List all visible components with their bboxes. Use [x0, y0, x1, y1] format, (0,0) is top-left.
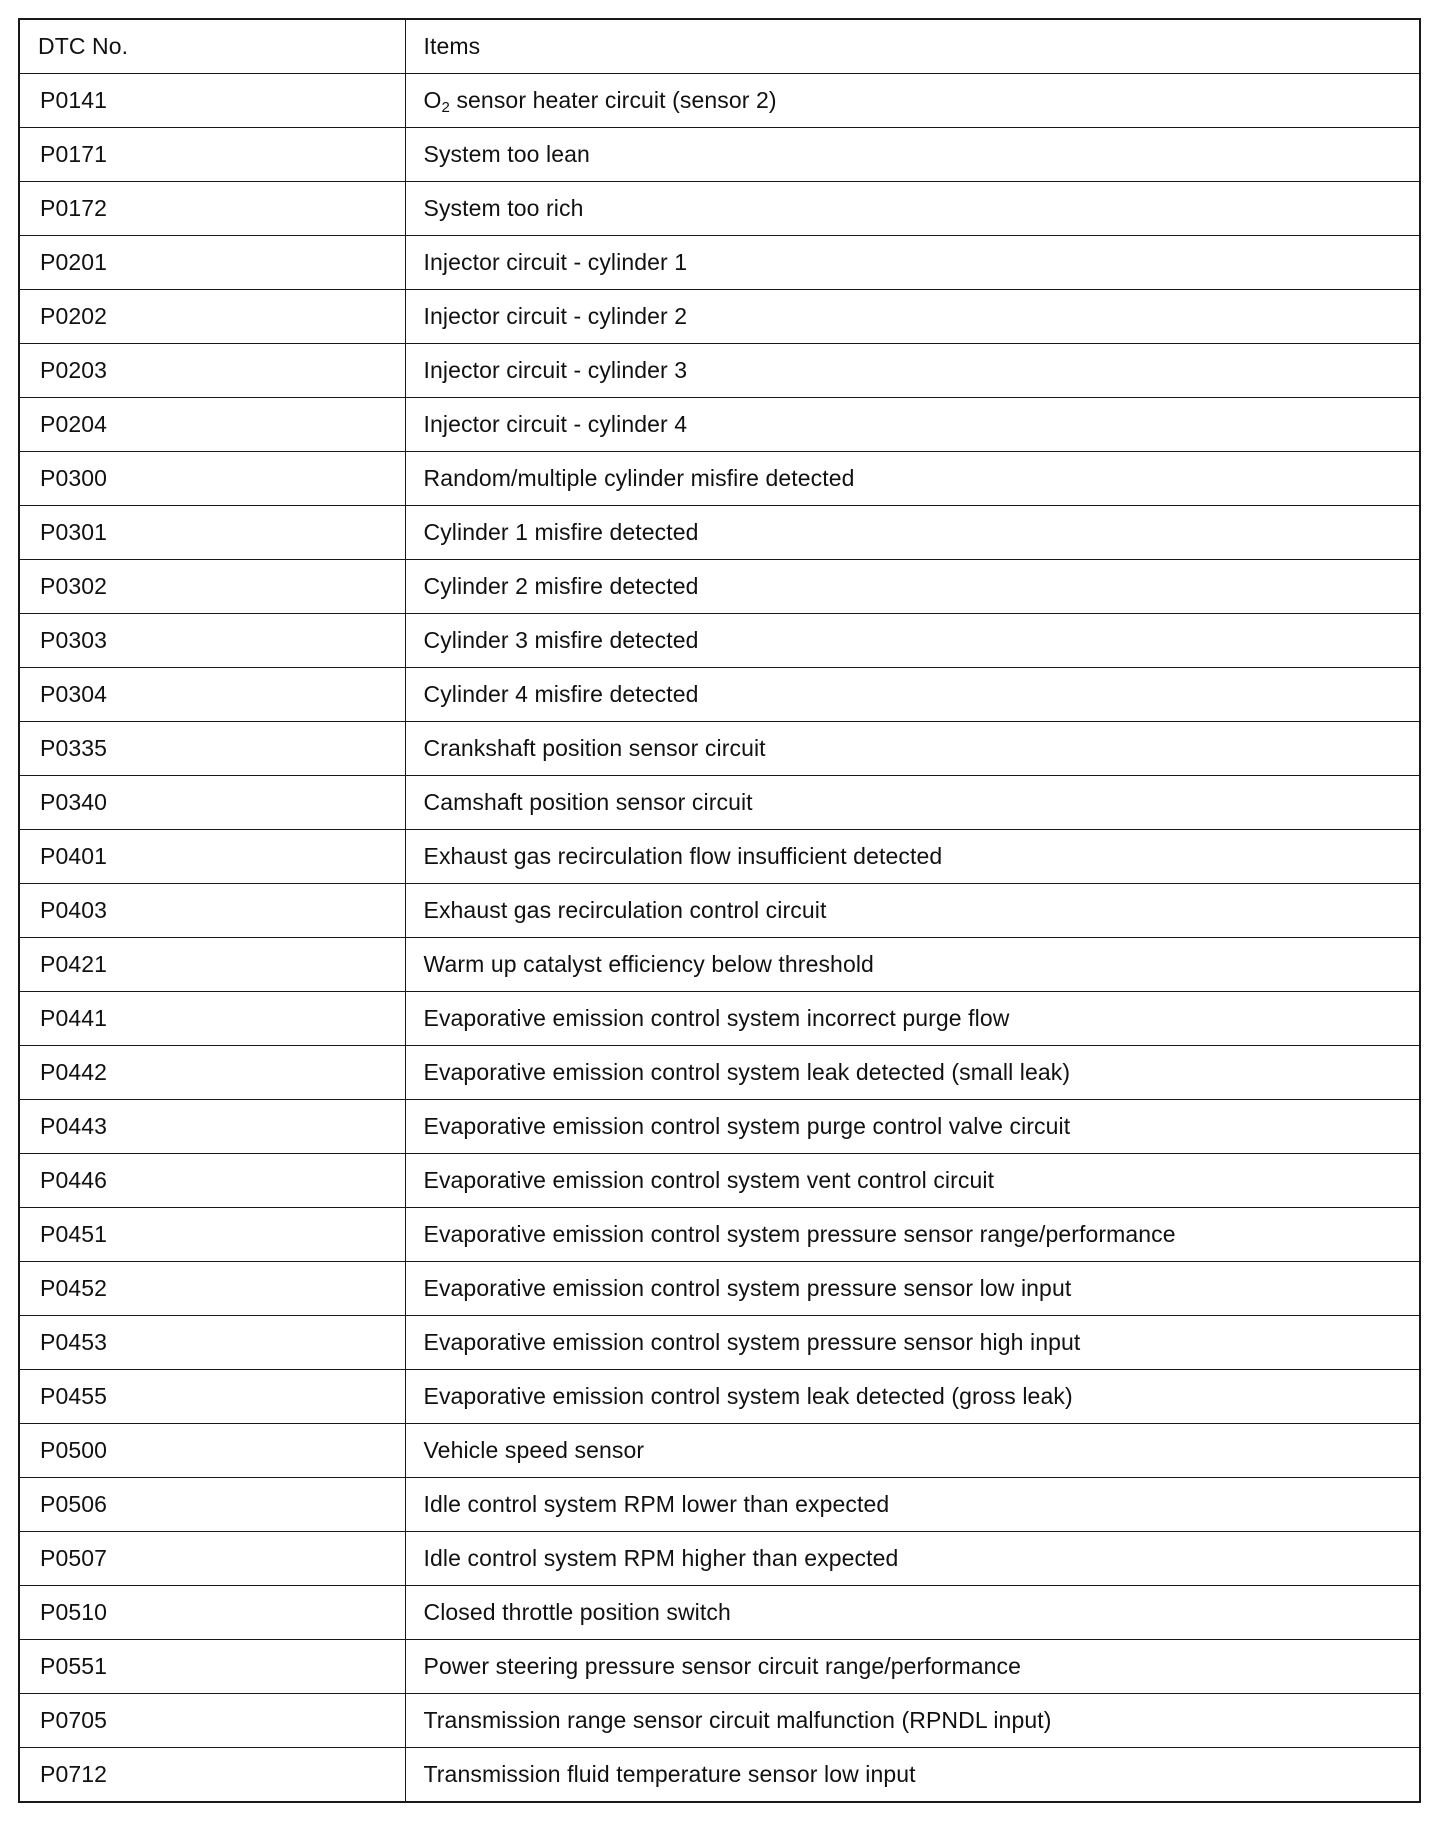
table-row: [19, 830, 1420, 884]
table-row: [19, 1586, 1420, 1640]
table-row: [19, 290, 1420, 344]
dtc-code: P0506: [19, 1478, 405, 1532]
dtc-item: Random/multiple cylinder misfire detected: [405, 452, 1420, 506]
dtc-item: Evaporative emission control system pressure sensor low input: [405, 1262, 1420, 1316]
dtc-code: P0443: [19, 1100, 405, 1154]
dtc-item: Cylinder 1 misfire detected: [405, 506, 1420, 560]
dtc-code: P0301: [19, 506, 405, 560]
table-row: [19, 1154, 1420, 1208]
dtc-item: Evaporative emission control system purge control valve circuit: [405, 1100, 1420, 1154]
table-row: [19, 614, 1420, 668]
dtc-code: P0453: [19, 1316, 405, 1370]
dtc-item-prefix: O: [423, 87, 442, 113]
dtc-code: P0203: [19, 344, 405, 398]
dtc-code: P0507: [19, 1532, 405, 1586]
table-row: [19, 668, 1420, 722]
dtc-item: Cylinder 3 misfire detected: [405, 614, 1420, 668]
dtc-code: P0172: [19, 182, 405, 236]
table-row: [19, 398, 1420, 452]
dtc-item: Closed throttle position switch: [405, 1586, 1420, 1640]
dtc-item: Idle control system RPM higher than expected: [405, 1532, 1420, 1586]
dtc-code: P0202: [19, 290, 405, 344]
dtc-code: P0441: [19, 992, 405, 1046]
dtc-code: P0705: [19, 1694, 405, 1748]
table-row: [19, 182, 1420, 236]
dtc-code: P0452: [19, 1262, 405, 1316]
table-row: [19, 776, 1420, 830]
dtc-item-subscript: 2: [441, 99, 450, 116]
dtc-code: P0335: [19, 722, 405, 776]
dtc-item: Injector circuit - cylinder 1: [405, 236, 1420, 290]
dtc-code: P0455: [19, 1370, 405, 1424]
dtc-item: System too rich: [405, 182, 1420, 236]
table-row: [19, 344, 1420, 398]
dtc-item: [405, 74, 1420, 128]
dtc-code: P0500: [19, 1424, 405, 1478]
table-row: [19, 128, 1420, 182]
table-row: [19, 1316, 1420, 1370]
dtc-code: P0446: [19, 1154, 405, 1208]
dtc-item: System too lean: [405, 128, 1420, 182]
table-row: [19, 1208, 1420, 1262]
table-row: [19, 1370, 1420, 1424]
dtc-code: P0302: [19, 560, 405, 614]
table-row: [19, 452, 1420, 506]
dtc-item: Vehicle speed sensor: [405, 1424, 1420, 1478]
table-row: [19, 938, 1420, 992]
header-row: [19, 19, 1420, 74]
dtc-code: P0304: [19, 668, 405, 722]
dtc-table-body: [19, 74, 1420, 1803]
dtc-code: P0442: [19, 1046, 405, 1100]
header-items: Items: [405, 19, 1420, 74]
dtc-code: P0300: [19, 452, 405, 506]
table-row: [19, 74, 1420, 128]
table-row: [19, 1478, 1420, 1532]
table-row: [19, 722, 1420, 776]
dtc-code: P0204: [19, 398, 405, 452]
table-row: [19, 1694, 1420, 1748]
dtc-code: P0201: [19, 236, 405, 290]
dtc-table-container: [18, 18, 1421, 1803]
dtc-item: Cylinder 2 misfire detected: [405, 560, 1420, 614]
dtc-item: Idle control system RPM lower than expected: [405, 1478, 1420, 1532]
dtc-table: [18, 18, 1421, 1803]
dtc-code: P0171: [19, 128, 405, 182]
dtc-item: Evaporative emission control system pressure sensor range/performance: [405, 1208, 1420, 1262]
header-dtc-no: DTC No.: [19, 19, 405, 74]
dtc-item: Transmission range sensor circuit malfunction (RPNDL input): [405, 1694, 1420, 1748]
dtc-code: P0551: [19, 1640, 405, 1694]
dtc-code: P0340: [19, 776, 405, 830]
dtc-item: Evaporative emission control system leak detected (small leak): [405, 1046, 1420, 1100]
dtc-code: P0510: [19, 1586, 405, 1640]
dtc-code: P0451: [19, 1208, 405, 1262]
dtc-item: Crankshaft position sensor circuit: [405, 722, 1420, 776]
dtc-code: P0712: [19, 1748, 405, 1803]
table-row: [19, 1100, 1420, 1154]
dtc-item: Cylinder 4 misfire detected: [405, 668, 1420, 722]
table-row: [19, 506, 1420, 560]
dtc-item: Warm up catalyst efficiency below threshold: [405, 938, 1420, 992]
table-row: [19, 992, 1420, 1046]
table-row: [19, 1748, 1420, 1803]
table-row: [19, 1046, 1420, 1100]
dtc-item: Transmission fluid temperature sensor low input: [405, 1748, 1420, 1803]
dtc-item: Evaporative emission control system vent control circuit: [405, 1154, 1420, 1208]
dtc-item: Evaporative emission control system incorrect purge flow: [405, 992, 1420, 1046]
dtc-code: P0421: [19, 938, 405, 992]
dtc-item-suffix: sensor heater circuit (sensor 2): [449, 87, 777, 113]
dtc-item: Camshaft position sensor circuit: [405, 776, 1420, 830]
table-row: [19, 1424, 1420, 1478]
table-row: [19, 884, 1420, 938]
table-row: [19, 1262, 1420, 1316]
dtc-item: Injector circuit - cylinder 3: [405, 344, 1420, 398]
table-row: [19, 1532, 1420, 1586]
table-row: [19, 560, 1420, 614]
dtc-item: Exhaust gas recirculation control circuit: [405, 884, 1420, 938]
dtc-code: P0403: [19, 884, 405, 938]
dtc-item: Exhaust gas recirculation flow insufficient detected: [405, 830, 1420, 884]
table-row: [19, 1640, 1420, 1694]
dtc-item: Evaporative emission control system leak detected (gross leak): [405, 1370, 1420, 1424]
dtc-code: P0303: [19, 614, 405, 668]
dtc-item: Injector circuit - cylinder 4: [405, 398, 1420, 452]
dtc-code: P0401: [19, 830, 405, 884]
dtc-item: Evaporative emission control system pressure sensor high input: [405, 1316, 1420, 1370]
table-row: [19, 236, 1420, 290]
dtc-item: Power steering pressure sensor circuit range/performance: [405, 1640, 1420, 1694]
dtc-item: Injector circuit - cylinder 2: [405, 290, 1420, 344]
dtc-code: P0141: [19, 74, 405, 128]
